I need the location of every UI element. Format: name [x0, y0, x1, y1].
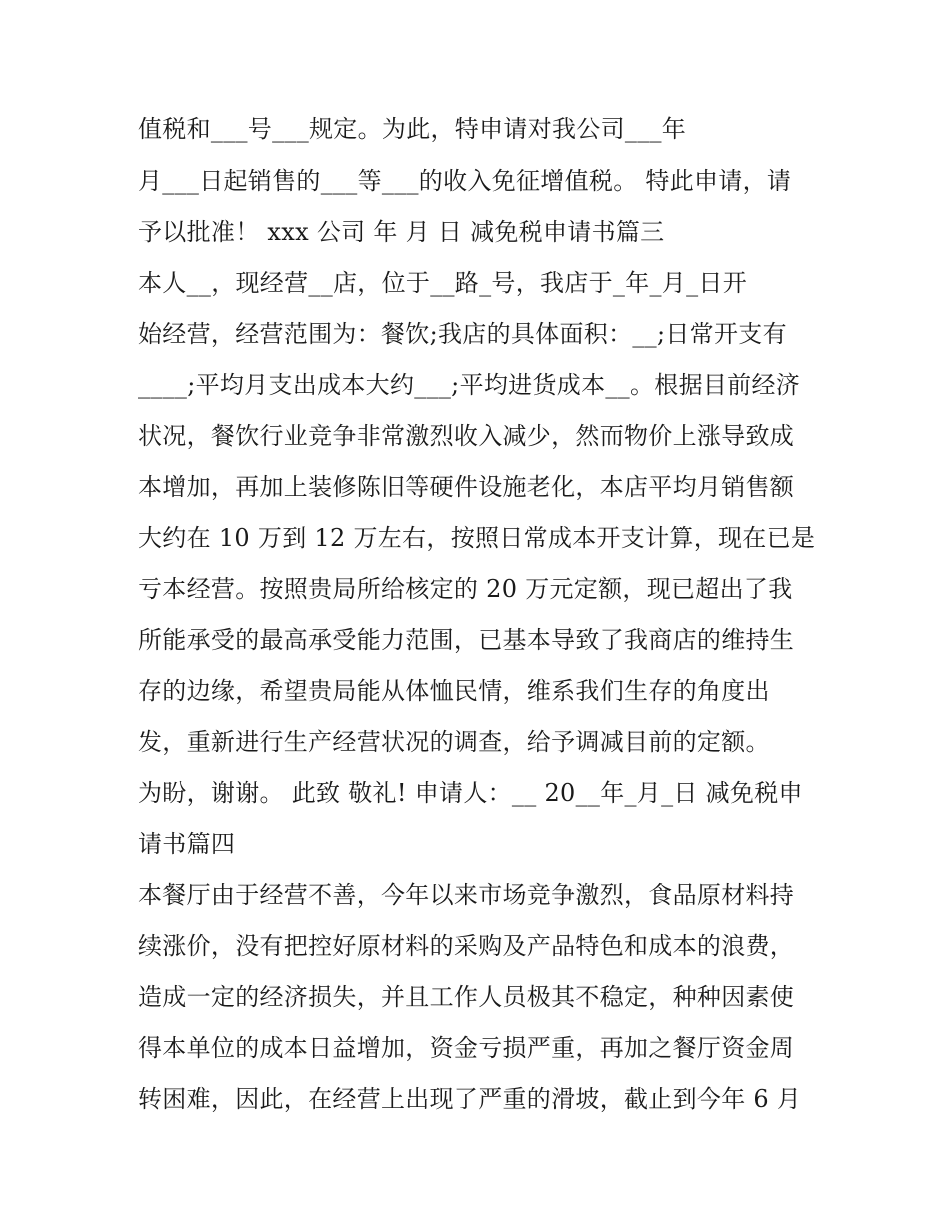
text-line: 续涨价，没有把控好原材料的采购及产品特色和成本的浪费， — [138, 932, 795, 960]
text-line: ____;平均月支出成本大约___;平均进货成本__。根据目前经济 — [138, 371, 801, 399]
text-line: 所能承受的最高承受能力范围，已基本导致了我商店的维持生 — [138, 626, 795, 654]
text-line: 存的边缘，希望贵局能从体恤民情，维系我们生存的角度出 — [138, 677, 770, 705]
text-line: 转困难，因此，在经营上出现了严重的滑坡，截止到今年 6 月 — [138, 1085, 802, 1113]
text-line: 得本单位的成本日益增加，资金亏损严重，再加之餐厅资金周 — [138, 1034, 795, 1062]
text-line: 大约在 10 万到 12 万左右，按照日常成本开支计算，现在已是 — [138, 524, 816, 552]
text-line: 始经营，经营范围为：餐饮;我店的具体面积：__;日常开支有 — [138, 320, 787, 348]
text-line: 值税和___号___规定。为此，特申请对我公司___年 — [138, 115, 687, 143]
text-line: 请书篇四 — [138, 830, 236, 858]
text-line: 本人__，现经营__店，位于__路_号，我店于_年_月_日开 — [138, 269, 747, 297]
text-line: 月___日起销售的___等___的收入免征增值税。 特此申请，请 — [138, 167, 792, 195]
text-line: 亏本经营。按照贵局所给核定的 20 万元定额，现已超出了我 — [138, 575, 793, 603]
text-line: 造成一定的经济损失，并且工作人员极其不稳定，种种因素使 — [138, 983, 795, 1011]
text-line: 发，重新进行生产经营状况的调查，给予调减目前的定额。 — [138, 728, 770, 756]
text-line: 本增加，再加上装修陈旧等硬件设施老化，本店平均月销售额 — [138, 473, 795, 501]
text-line: 状况，餐饮行业竞争非常激烈收入减少，然而物价上涨导致成 — [138, 422, 795, 450]
text-line: 本餐厅由于经营不善，今年以来市场竞争激烈，食品原材料持 — [138, 881, 795, 909]
text-line: 予以批准！ xxx 公司 年 月 日 减免税申请书篇三 — [138, 218, 665, 246]
text-line: 为盼，谢谢。 此致 敬礼! 申请人：__ 20__年_月_日 减免税申 — [138, 779, 803, 807]
